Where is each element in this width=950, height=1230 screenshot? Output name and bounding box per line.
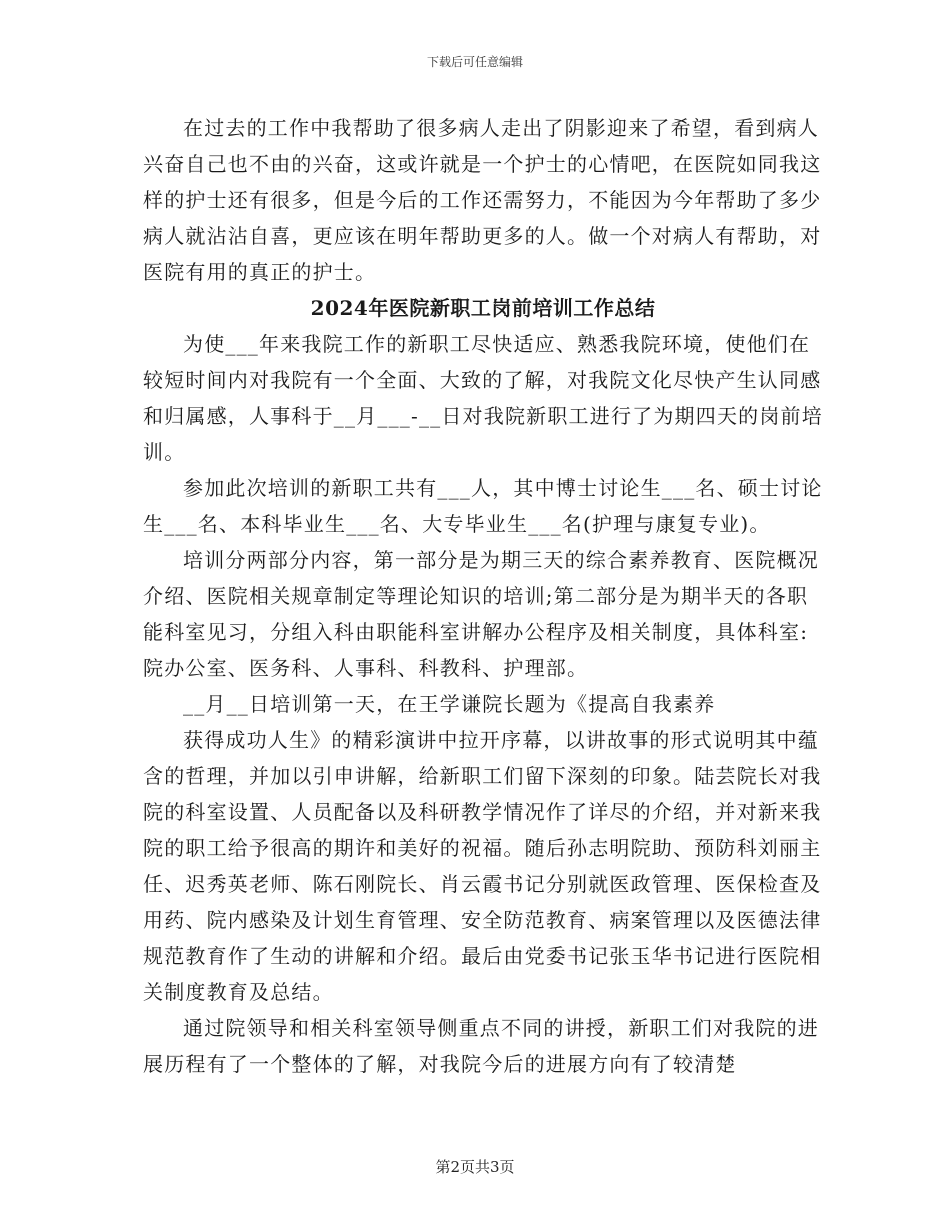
paragraph-1: 在过去的工作中我帮助了很多病人走出了阴影迎来了希望，看到病人兴奋自己也不由的兴奋，这或许就是一个护士的心情吧，在医院如同我这样的护士还有很多，但是今后的工作还需努力，不能因为今年帮助了多少病人就沾沾自喜，更应该在明年帮助更多的人。做一个对病人有帮助，对医院有用的真正的护士。	[143, 116, 822, 284]
section-title: 2024年医院新职工岗前培训工作总结	[310, 296, 656, 320]
paragraph-3: 参加此次培训的新职工共有___人，其中博士讨论生___名、硕士讨论生___名、本科毕业生___名、大专毕业生___名(护理与康复专业)。	[143, 476, 823, 536]
paragraph-2: 为使___年来我院工作的新职工尽快适应、熟悉我院环境，使他们在较短时间内对我院有一个全面、大致的了解，对我院文化尽快产生认同感和归属感，人事科于__月___-__日对我院新职工进行了为期四天的岗前培训。	[143, 332, 823, 464]
paragraph-5-continued: 获得成功人生》的精彩演讲中拉开序幕，以讲故事的形式说明其中蕴含的哲理，并加以引申讲解，给新职工们留下深刻的印象。陆芸院长对我院的科室设置、人员配备以及科研教学情况作了详尽的介绍，并对新来我院的职工给予很高的期许和美好的祝福。随后孙志明院助、预防科刘丽主任、迟秀英老师、陈石刚院长、肖云霞书记分别就医政管理、医保检查及用药、院内感染及计划生育管理、安全防范教育、病案管理以及医德法律规范教育作了生动的讲解和介绍。最后由党委书记张玉华书记进行医院相关制度教育及总结。	[143, 728, 822, 1004]
paragraph-6: 通过院领导和相关科室领导侧重点不同的讲授，新职工们对我院的进展历程有了一个整体的了解，对我院今后的进展方向有了较清楚	[143, 1016, 819, 1076]
header-note: 下载后可任意编辑	[426, 55, 523, 69]
paragraph-4: 培训分两部分内容，第一部分是为期三天的综合素养教育、医院概况介绍、医院相关规章制定等理论知识的培训;第二部分是为期半天的各职能科室见习，分组入科由职能科室讲解办公程序及相关制度，具体科室:院办公室、医务科、人事科、科教科、护理部。	[143, 548, 819, 680]
page-number: 第2页共3页	[435, 1158, 515, 1176]
document-body	[143, 110, 823, 1082]
paragraph-5-first-line: __月__日培训第一天，在王学谦院长题为《提高自我素养	[183, 692, 716, 716]
